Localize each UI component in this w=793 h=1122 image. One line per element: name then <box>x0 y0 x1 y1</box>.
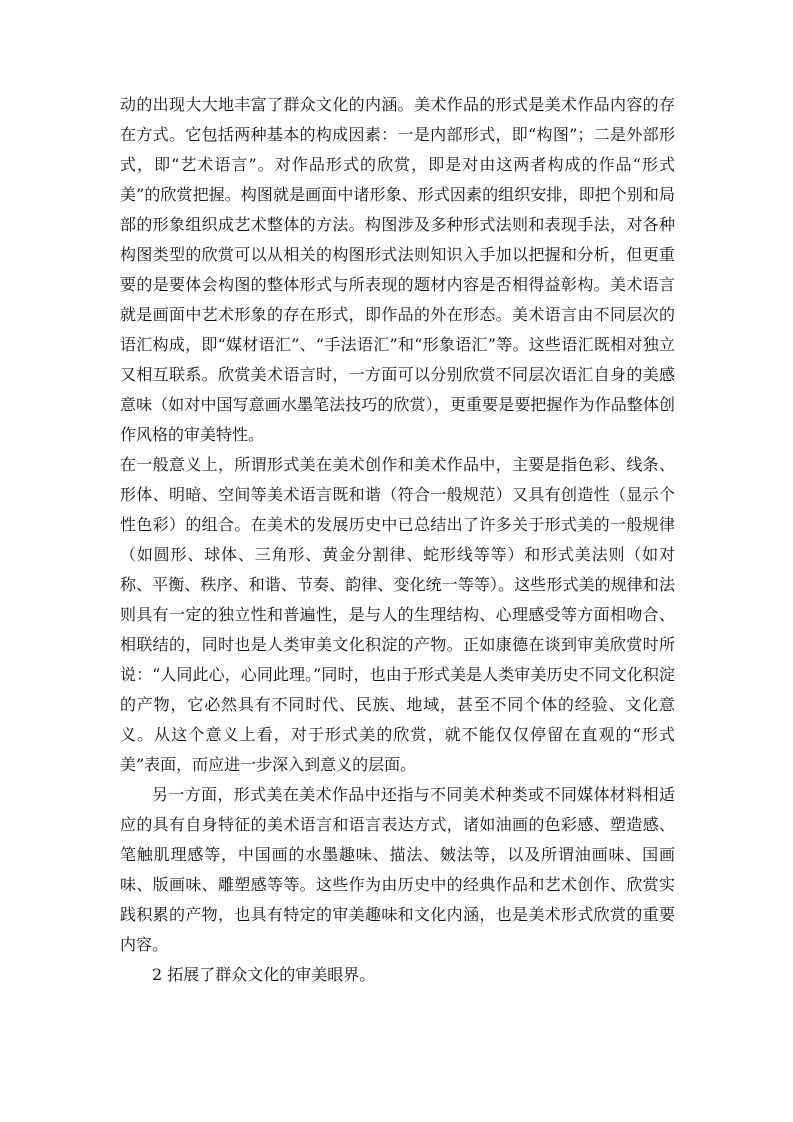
paragraph-2: 在一般意义上，所谓形式美在美术创作和美术作品中，主要是指色彩、线条、形体、明暗、空间等美术语言既和谐（符合一般规范）又具有创造性（显示个性色彩）的组合。在美术的发展历史中已总结出了许多关于形式美的一般规律（如圆形、球体、三角形、黄金分割律、蛇形线等等）和形式美法则（如对称、平衡、秩序、和谐、节奏、韵律、变化统一等等）。这些形式美的规律和法则具有一定的独立性和普遍性，是与人的生理结构、心理感受等方面相吻合、相联结的，同时也是人类审美文化积淀的产物。正如康德在谈到审美欣赏时所说：“人同此心，心同此理。”同时，也由于形式美是人类审美历史不同文化积淀的产物，它必然具有不同时代、民族、地域，甚至不同个体的经验、文化意义。从这个意义上看，对于形式美的欣赏，就不能仅仅停留在直观的“形式美”表面，而应进一步深入到意义的层面。 <box>120 455 675 774</box>
document-body <box>120 90 675 990</box>
paragraph-3: 另一方面，形式美在美术作品中还指与不同美术种类或不同媒体材料相适应的具有自身特征的美术语言和语言表达方式，诸如油画的色彩感、塑造感、笔触肌理感等，中国画的水墨趣味、描法、皴法等，以及所谓油画味、国画味、版画味、雕塑感等等。这些作为由历史中的经典作品和艺术创作、欣赏实践积累的产物，也具有特定的审美趣味和文化内涵，也是美术形式欣赏的重要内容。 <box>120 785 675 954</box>
paragraph-1: 动的出现大大地丰富了群众文化的内涵。美术作品的形式是美术作品内容的存在方式。它包括两种基本的构成因素：一是内部形式，即“构图”；二是外部形式，即“艺术语言”。对作品形式的欣赏，即是对由这两者构成的作品“形式美”的欣赏把握。构图就是画面中诸形象、形式因素的组织安排，即把个别和局部的形象组织成艺术整体的方法。构图涉及多种形式法则和表现手法，对各种构图类型的欣赏可以从相关的构图形式法则知识入手加以把握和分析，但更重要的是要体会构图的整体形式与所表现的题材内容是否相得益彰构。美术语言就是画面中艺术形象的存在形式，即作品的外在形态。美术语言由不同层次的语汇构成，即“媒材语汇”、“手法语汇”和“形象语汇”等。这些语汇既相对独立又相互联系。欣赏美术语言时，一方面可以分别欣赏不同层次语汇自身的美感意味（如对中国写意画水墨笔法技巧的欣赏），更重要是要把握作为作品整体创作风格的审美特性。 <box>120 95 675 444</box>
section-heading: 2 拓展了群众文化的审美眼界。 <box>152 965 376 984</box>
